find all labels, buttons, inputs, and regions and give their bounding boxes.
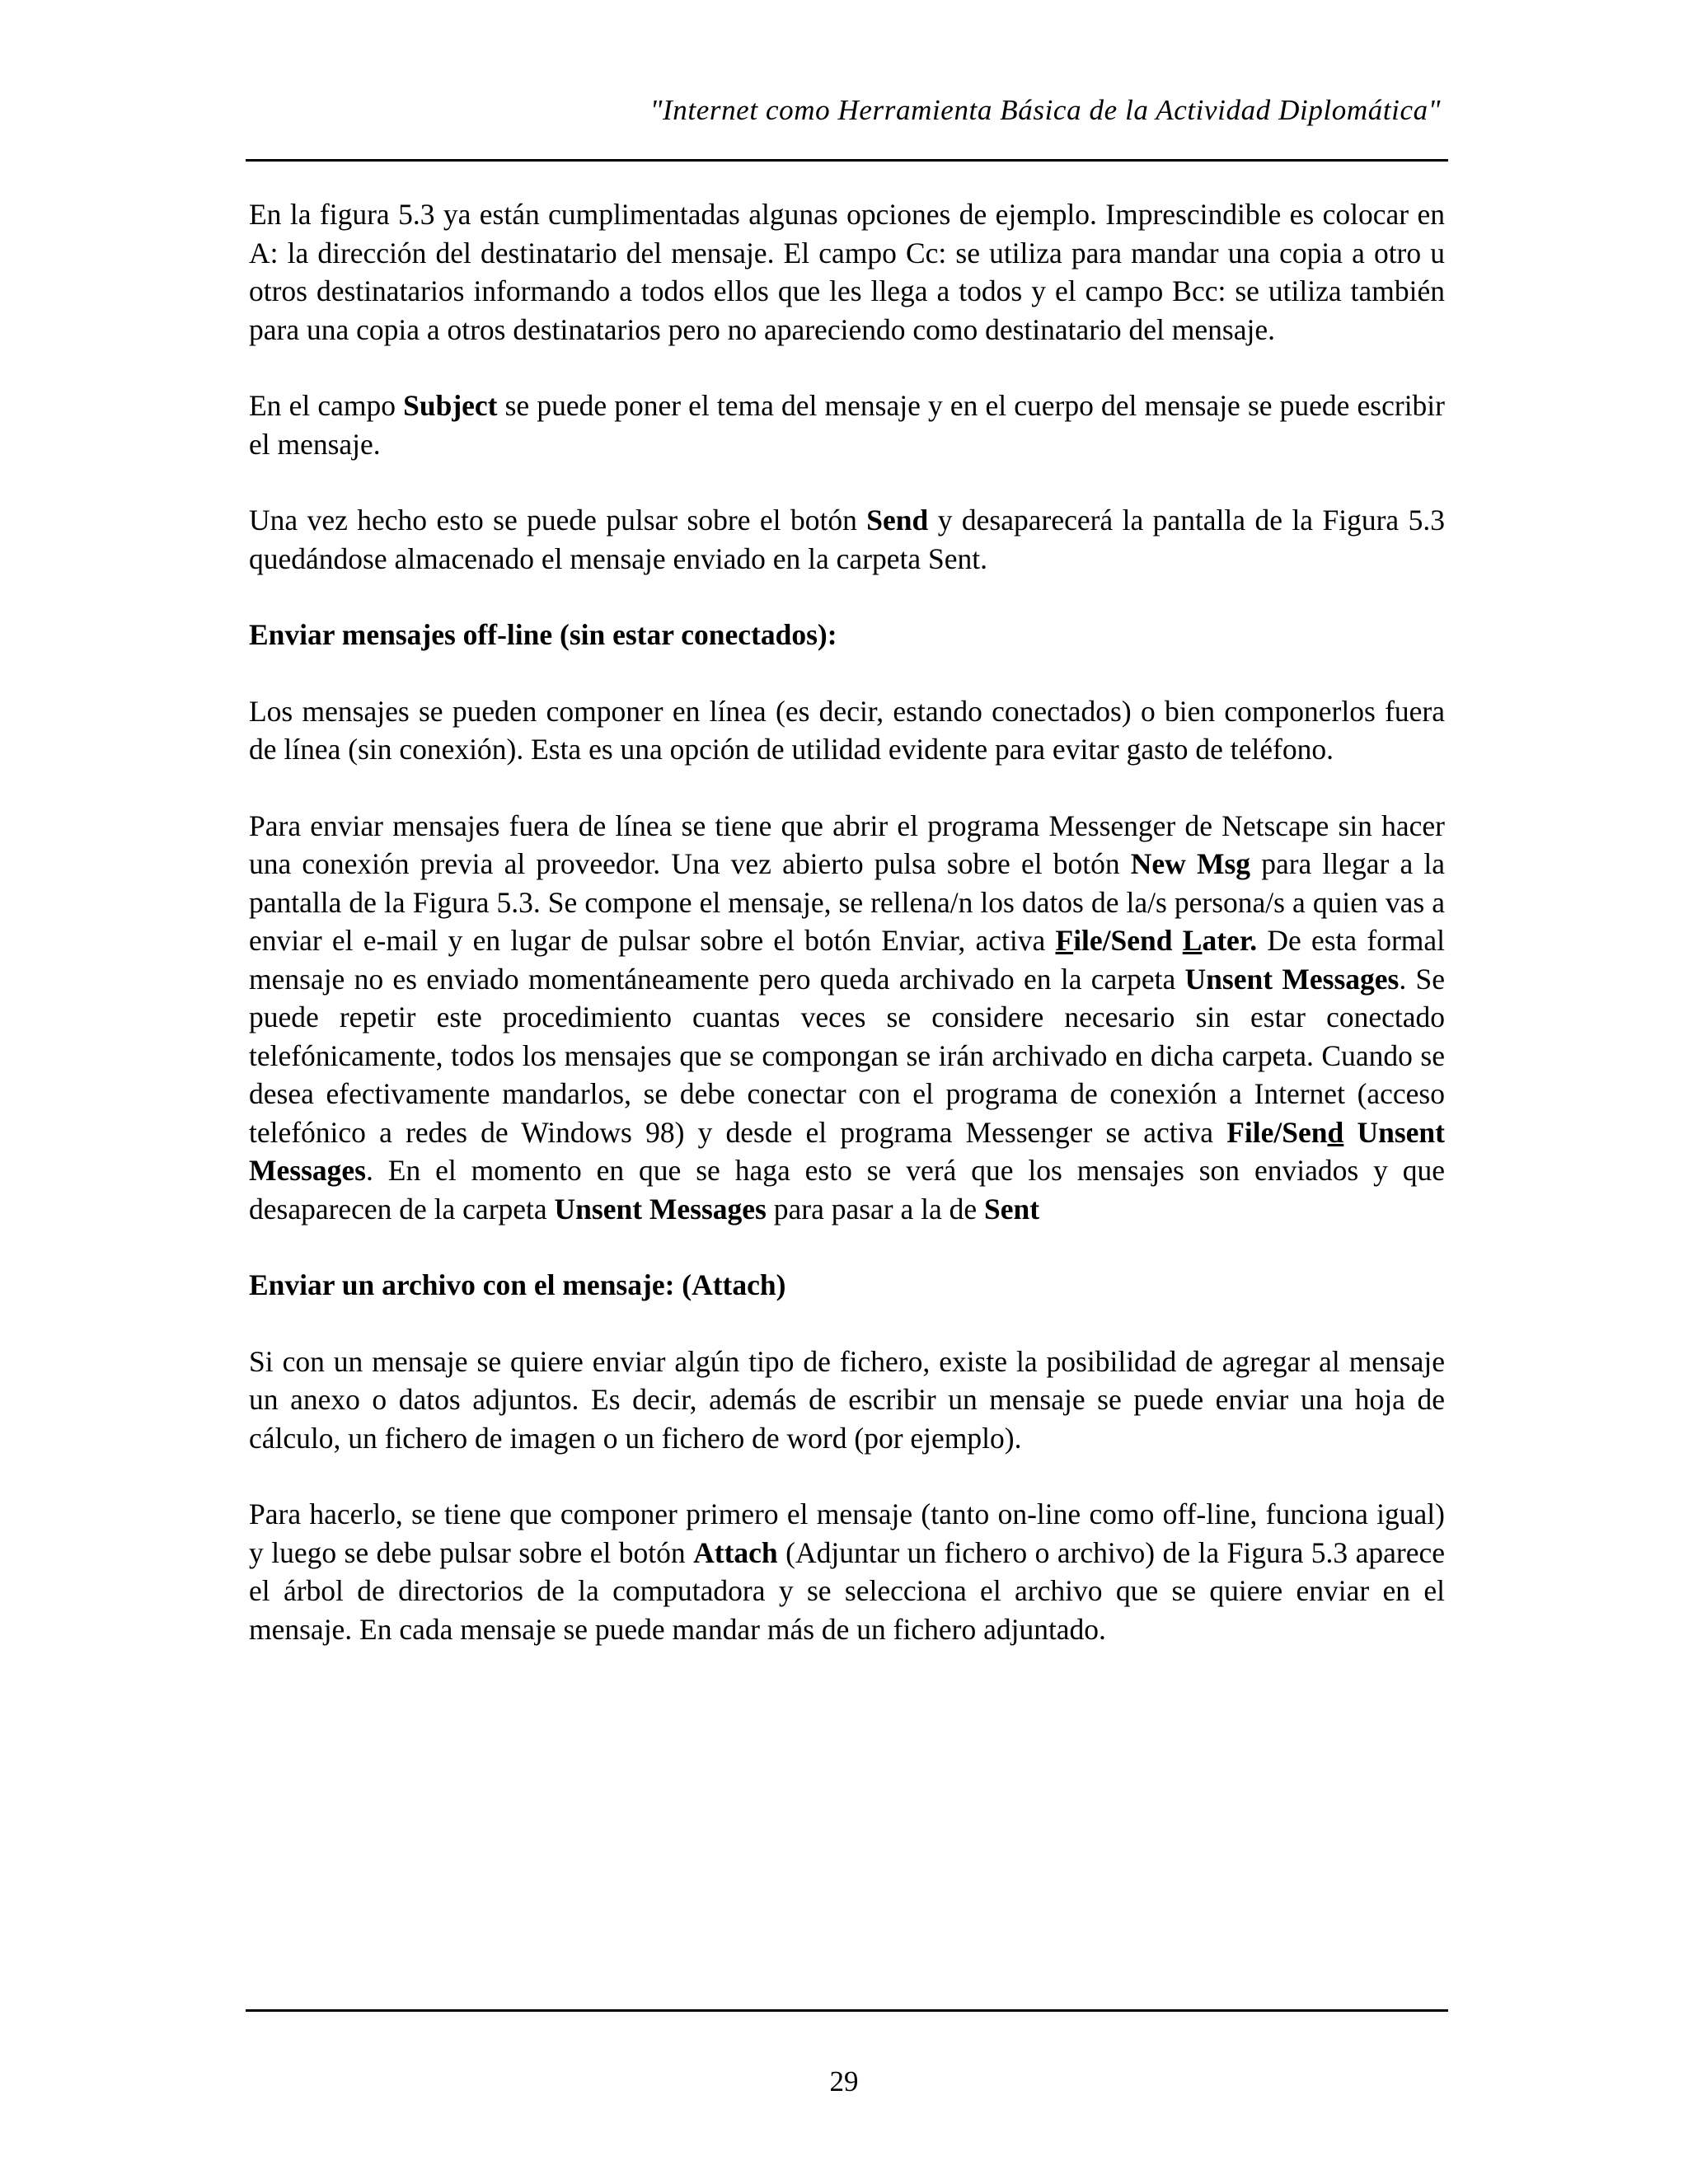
paragraph-5-text-6: para pasar a la de (766, 1192, 984, 1226)
paragraph-4 (249, 692, 1445, 769)
paragraph-2-text-c: se puede poner el tema del mensaje y en el cuerpo del mensaje se puede escribir el mensaje. (249, 389, 1445, 461)
paragraph-5-text-1: Para enviar mensajes fuera de línea se tiene que abrir el programa Messenger de Netscape sin hacer una conexión previa al proveedor. Una vez abierto pulsa sobre el botón (249, 808, 1445, 880)
section-heading-offline: Enviar mensajes off-line (sin estar conectados): (249, 618, 837, 651)
paragraph-5-text-4: . Se puede repetir este procedimiento cuantas veces se considere necesario sin estar conectado telefónicamente, todos los mensajes que se compongan se irán archivado en dicha carpeta. Cuando se desea efectivamente mandarlos, se debe conectar con el programa de conexión a Internet (acceso telefónico a redes de Windows 98) y desde el programa Messenger se activa (249, 962, 1446, 1149)
term-file-send-later (1056, 924, 1258, 957)
term-file-send-rest: ile/Send (1073, 924, 1183, 957)
term-sent: Sent (984, 1192, 1040, 1226)
paragraph-7-text-a: Para hacerlo, se tiene que componer primero el mensaje (tanto on-line como off-line, funciona igual) y luego se debe pulsar sobre el botón (249, 1497, 1445, 1569)
footer-rule (246, 2009, 1448, 2012)
access-key-f: F (1055, 924, 1074, 957)
term-later-rest: ater. (1202, 924, 1258, 957)
header-rule (246, 159, 1448, 162)
paragraph-6-text: Si con un mensaje se quiere enviar algún tipo de fichero, existe la posibilidad de agregar al mensaje un anexo o datos adjuntos. Es decir, además de escribir un mensaje se puede enviar una hoja de cálculo, un fichero de imagen o un fichero de word (por ejemplo). (249, 1344, 1445, 1455)
paragraph-5 (249, 807, 1445, 1229)
section-heading-attach: Enviar un archivo con el mensaje: (Attach) (249, 1268, 786, 1301)
page-body (249, 195, 1445, 1686)
paragraph-4-text: Los mensajes se pueden componer en línea (es decir, estando conectados) o bien componerlos fuera de línea (sin conexión). Esta es una opción de utilidad evidente para evitar gasto de teléfono. (249, 694, 1445, 766)
paragraph-5-text-2: para llegar a la pantalla de la Figura 5.3. Se compone el mensaje, se rellena/n los datos de la/s persona/s a quien vas a enviar el e-mail y en lugar de pulsar sobre el botón Enviar, activa (249, 847, 1445, 957)
term-unsent-messages: Unsent Messages (1184, 962, 1400, 996)
running-header-title: "Internet como Herramienta Básica de la Actividad Diplomática" (649, 94, 1441, 126)
paragraph-1 (249, 195, 1445, 349)
term-file-sen: File/Sen (1226, 1115, 1328, 1149)
term-attach: Attach (693, 1535, 778, 1569)
term-new-msg: New Msg (1130, 847, 1251, 880)
paragraph-3-text-c: y desaparecerá la pantalla de la Figura 5.3 quedándose almacenado el mensaje enviado en la carpeta Sent. (249, 504, 1446, 575)
access-key-l: L (1182, 924, 1203, 957)
page-number: 29 (829, 2065, 859, 2097)
paragraph-2-text-a: En el campo (249, 389, 404, 422)
term-send: Send (866, 504, 929, 537)
paragraph-7-text-c: (Adjuntar un fichero o archivo) de la Figura 5.3 aparece el árbol de directorios de la computadora y se selecciona el archivo que se quiere enviar en el mensaje. En cada mensaje se puede mandar más de un fichero adjuntado. (249, 1535, 1446, 1646)
paragraph-1-text: En la figura 5.3 ya están cumplimentadas algunas opciones de ejemplo. Imprescindible es colocar en A: la dirección del destinatario del mensaje. El campo Cc: se utiliza para mandar una copia a otro u otros destinatarios informando a todos ellos que les llega a todos y el campo Bcc: se utiliza también para una copia a otros destinatarios pero no apareciendo como destinatario del mensaje. (249, 198, 1445, 346)
term-unsent-messages-2: Unsent Messages (554, 1192, 767, 1226)
term-subject: Subject (403, 389, 498, 422)
paragraph-6 (249, 1343, 1445, 1458)
paragraph-3-text-a: Una vez hecho esto se puede pulsar sobre el botón (249, 504, 867, 537)
paragraph-5-text-3: De esta formal mensaje no es enviado momentáneamente pero queda archivado en la carpeta (249, 924, 1446, 996)
term-unsent-messages-suffix: Unsent Messages (249, 1115, 1445, 1187)
paragraph-2 (249, 387, 1445, 463)
paragraph-7 (249, 1495, 1445, 1648)
access-key-d: d (1327, 1115, 1344, 1149)
paragraph-3 (249, 501, 1445, 578)
paragraph-5-text-5: . En el momento en que se haga esto se verá que los mensajes son enviados y que desaparecen de la carpeta (249, 1154, 1445, 1226)
